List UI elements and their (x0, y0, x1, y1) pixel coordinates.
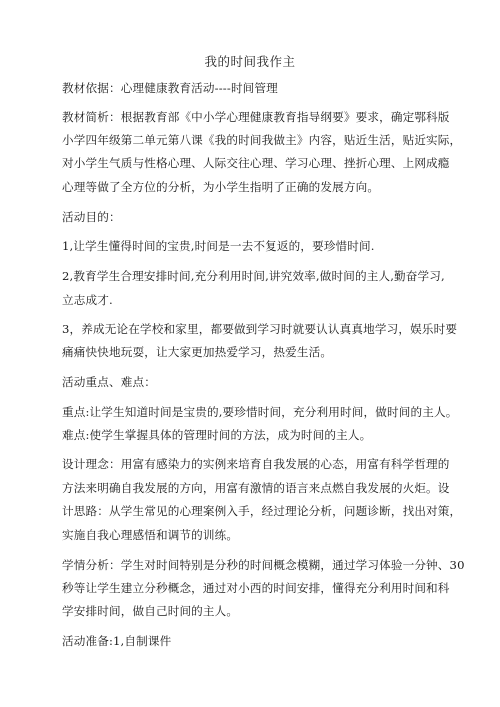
document-title: 我的时间我作主 (204, 54, 296, 69)
text-line: 活动重点、难点： (62, 375, 156, 389)
text-line: 教材简析：根据教育部《中小学心理健康教育指导纲要》要求，确定鄂科版 (62, 110, 450, 124)
text-line: 2,教育学生合理安排时间,充分利用时间,讲究效率,做时间的主人,勤奋学习, (62, 269, 445, 283)
text-line: 立志成才. (62, 293, 113, 307)
text-line: 实施自我心理感悟和调节的训练。 (62, 528, 239, 542)
text-line: 学安排时间，做自己时间的主人。 (62, 604, 239, 618)
text-line: 教材依据：心理健康教育活动----时间管理 (62, 81, 278, 95)
text-line: 计思路：从学生常见的心理案例入手，经过理论分析，问题诊断，找出对策， (62, 504, 462, 518)
text-line: 对小学生气质与性格心理、人际交往心理、学习心理、挫折心理、上网成瘾 (62, 156, 450, 170)
text-line: 活动目的： (62, 210, 121, 224)
text-line: 秒等让学生建立分秒概念，通过对小西的时间安排，懂得充分利用时间和科 (62, 581, 450, 595)
text-line: 活动准备:1,自制课件 (62, 634, 172, 648)
text-line: 难点:使学生掌握具体的管理时间的方法，成为时间的主人。 (62, 428, 372, 442)
text-line: 学情分析：学生对时间特别是分秒的时间概念模糊，通过学习体验一分钟、30 (62, 558, 465, 572)
text-line: 心理等做了全方位的分析，为小学生指明了正确的发展方向。 (62, 180, 380, 194)
text-line: 1,让学生懂得时间的宝贵,时间是一去不复返的，要珍惜时间. (62, 239, 375, 253)
text-line: 小学四年级第二单元第八课《我的时间我做主》内容，贴近生活，贴近实际， (62, 133, 462, 147)
text-line: 痛痛快快地玩耍，让大家更加热爱学习，热爱生活。 (62, 345, 333, 359)
text-line: 重点:让学生知道时间是宝贵的,要珍惜时间，充分利用时间，做时间的主人。 (62, 405, 458, 419)
text-line: 设计理念：用富有感染力的实例来培育自我发展的心态，用富有科学哲理的 (62, 457, 450, 471)
text-line: 3，养成无论在学校和家里，都要做到学习时就要认认真真地学习，娱乐时要 (62, 322, 458, 336)
text-line: 方法来明确自我发展的方向，用富有激情的语言来点燃自我发展的火炬。设 (62, 481, 450, 495)
